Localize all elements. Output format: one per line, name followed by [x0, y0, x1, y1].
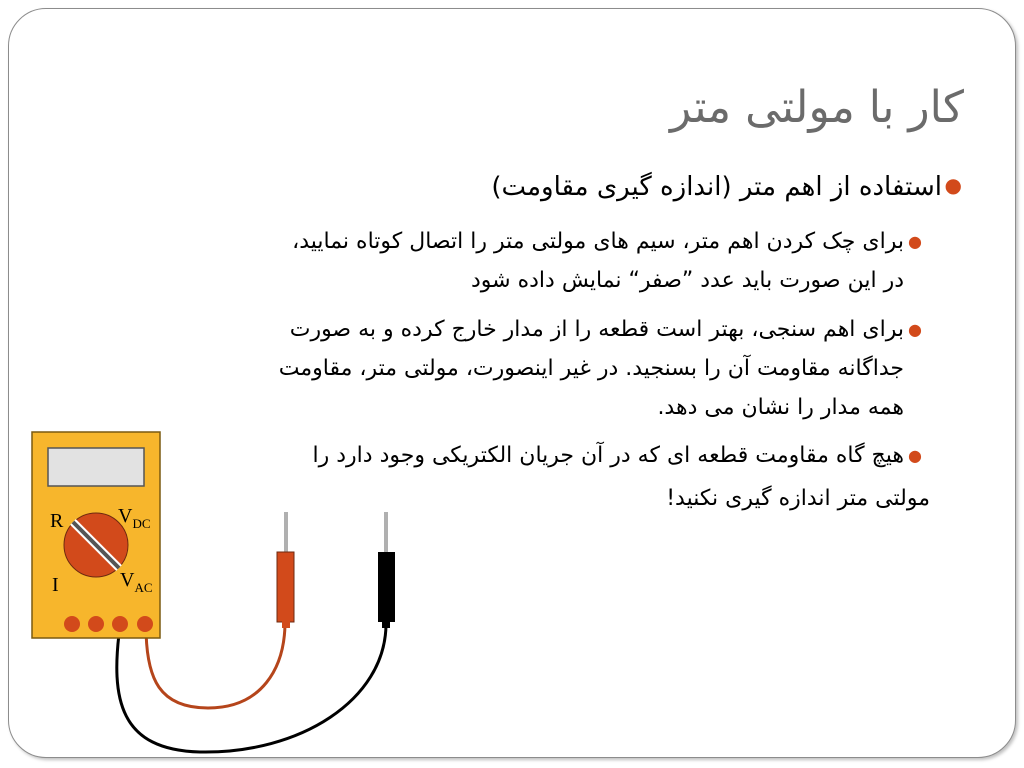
red-wire: [146, 625, 285, 708]
slide-title: کار با مولتی متر: [670, 82, 964, 133]
jack-4: [137, 616, 153, 632]
bullet-dot-icon: ●: [908, 446, 922, 465]
sub-bullet-2-line-1: برای اهم سنجی، بهتر است قطعه را از مدار خارج کرده و به صورت: [289, 317, 904, 342]
jack-1: [64, 616, 80, 632]
label-v-ac: $V_{AC}$: [120, 569, 153, 595]
sub-bullet-1-line-1: برای چک کردن اهم متر، سیم های مولتی متر را اتصال کوتاه نمایید،: [292, 229, 904, 254]
label-v-dc: $V_{DC}$: [118, 505, 151, 531]
bullet-dot-icon: ●: [944, 173, 962, 197]
bullet-dot-icon: ●: [908, 320, 922, 339]
black-probe: [378, 552, 395, 622]
sub-bullet-2-line-2: جداگانه مقاومت آن را بسنجید. در غیر اینصورت، مولتی متر، مقاومت: [278, 356, 904, 381]
sub-bullet-2-line-3: همه مدار را نشان می دهد.: [657, 395, 904, 420]
black-probe-tip: [384, 512, 388, 554]
black-wire: [117, 625, 386, 752]
jack-2: [88, 616, 104, 632]
label-i: I: [52, 574, 59, 596]
black-probe-end: [382, 620, 390, 628]
bullet-dot-icon: ●: [908, 232, 922, 251]
jack-3: [112, 616, 128, 632]
red-probe-end: [282, 620, 290, 628]
multimeter-display: [48, 448, 144, 486]
sub-bullet-3-line-2: مولتی متر اندازه گیری نکنید!: [666, 486, 930, 511]
sub-bullet-1-line-2: در این صورت باید عدد ”صفر“ نمایش داده شود: [471, 268, 904, 293]
main-bullet-text: استفاده از اهم متر (اندازه گیری مقاومت): [491, 172, 942, 202]
label-r: R: [50, 510, 64, 532]
red-probe-tip: [284, 512, 288, 554]
red-probe: [277, 552, 294, 622]
sub-bullet-3-line-1: هیچ گاه مقاومت قطعه ای که در آن جریان الکتریکی وجود دارد را: [312, 443, 904, 468]
